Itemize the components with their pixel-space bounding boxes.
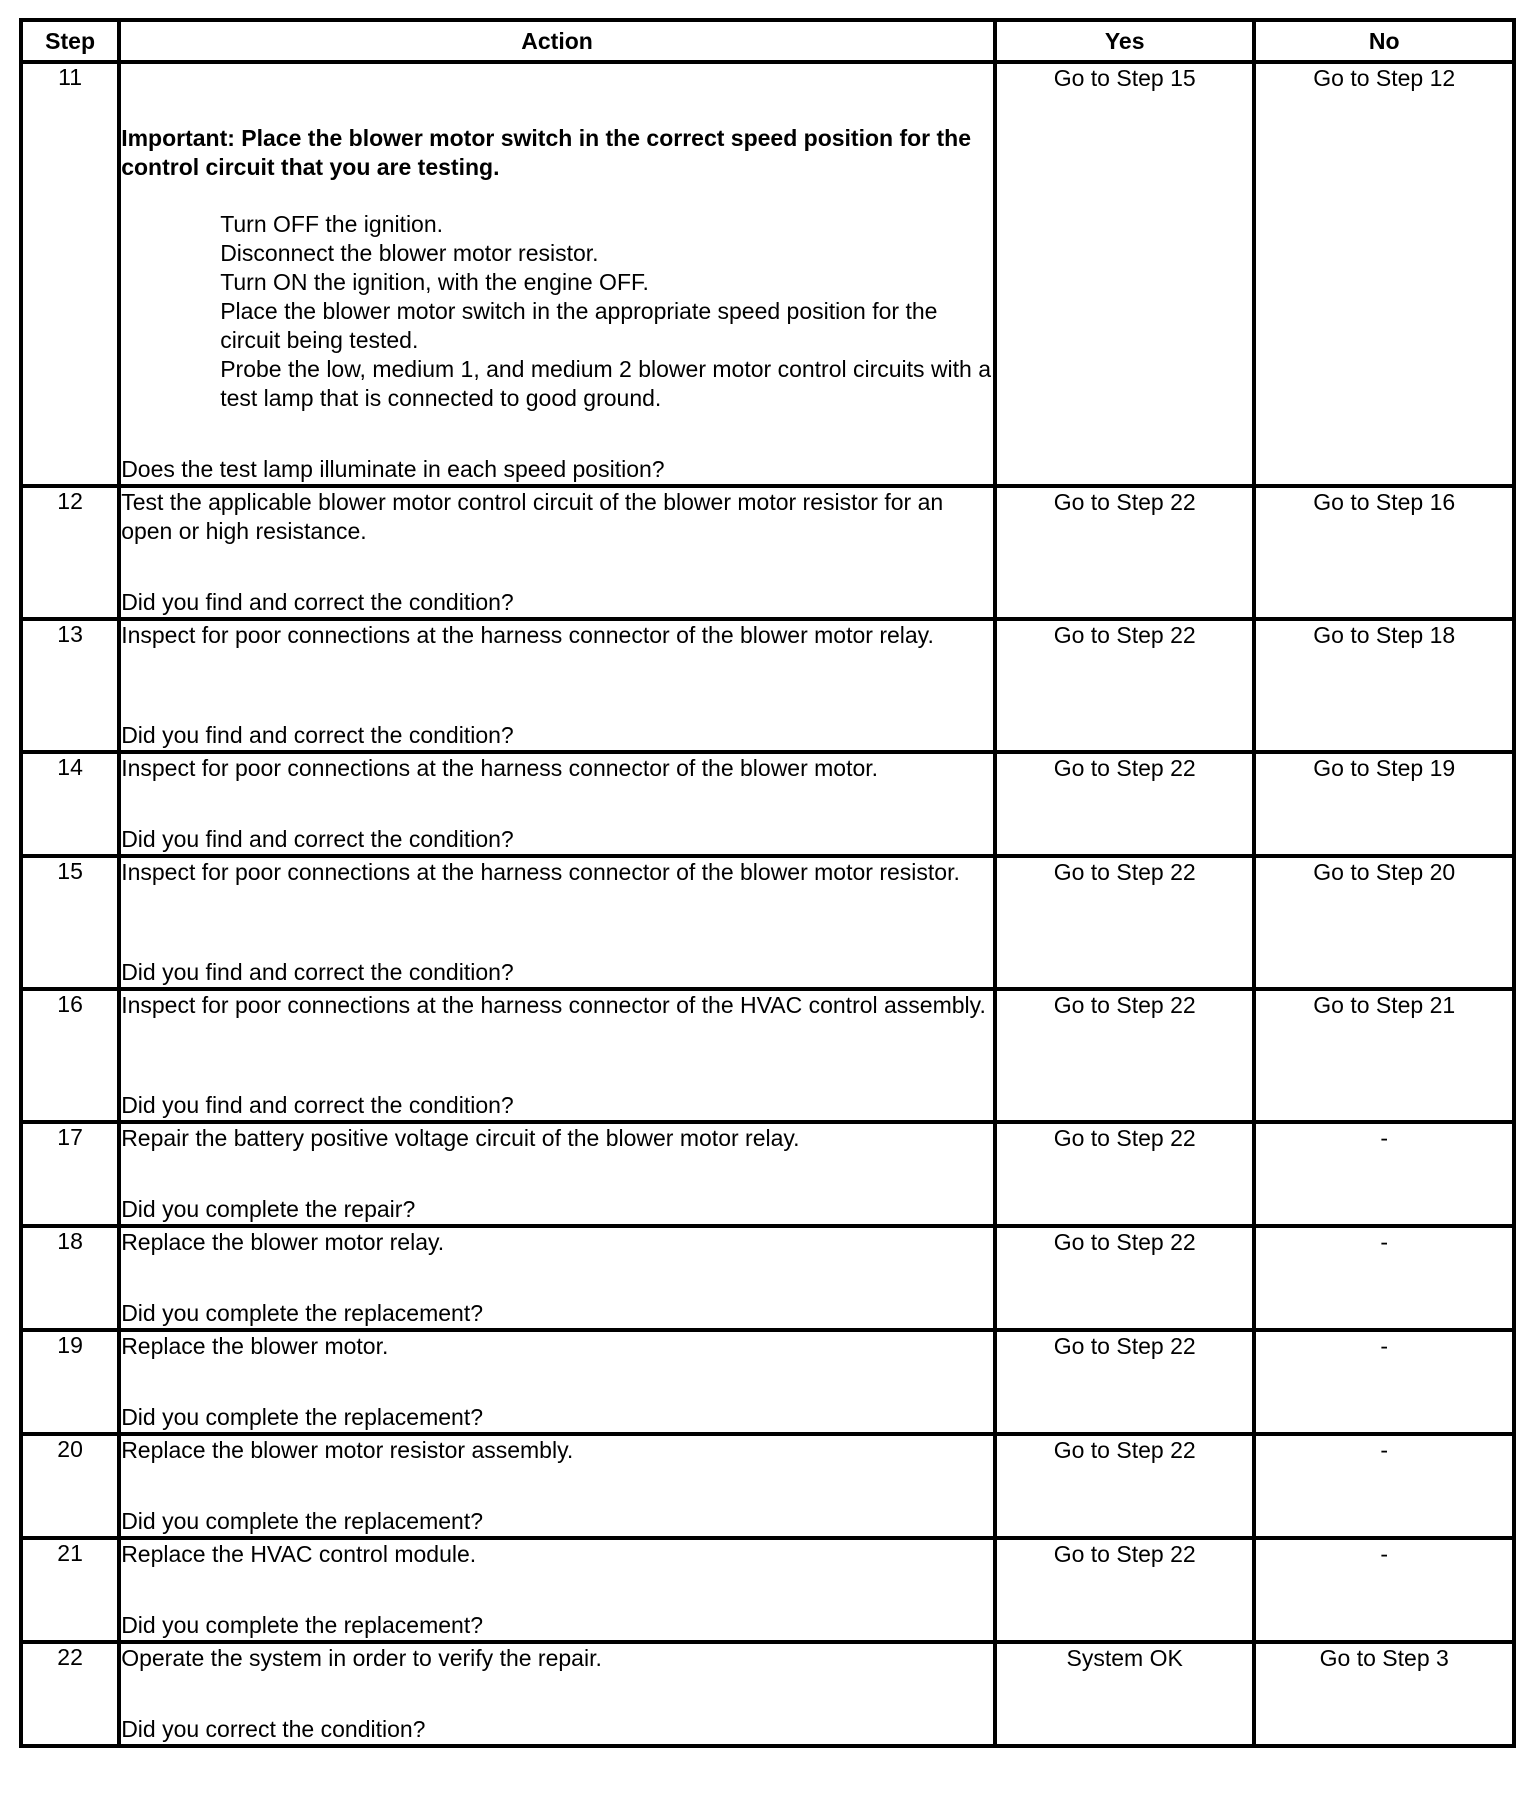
yes-cell	[995, 1434, 1255, 1538]
yes-link[interactable]: Go to Step 22	[1053, 859, 1196, 885]
no-link[interactable]: Go to Step 3	[1319, 1645, 1449, 1671]
yes-cell	[995, 1122, 1255, 1226]
step-number: 12	[21, 486, 119, 619]
table-row-step-17	[21, 1122, 1514, 1226]
step-number: 16	[21, 989, 119, 1122]
yes-cell	[995, 619, 1255, 752]
question-text: Did you find and correct the condition?	[121, 959, 514, 985]
table-row-step-11	[21, 62, 1514, 486]
no-cell	[1254, 856, 1514, 989]
header-yes: Yes	[995, 20, 1255, 62]
step-number: 22	[21, 1642, 119, 1746]
yes-cell	[995, 1538, 1255, 1642]
action-cell	[119, 1642, 995, 1746]
action-cell	[119, 1330, 995, 1434]
question-text: Did you find and correct the condition?	[121, 589, 514, 615]
action-cell	[119, 486, 995, 619]
substep: Turn OFF the ignition.	[220, 211, 444, 237]
table-row-step-22	[21, 1642, 1514, 1746]
no-link[interactable]: Go to Step 16	[1313, 489, 1456, 515]
no-cell	[1254, 989, 1514, 1122]
no-value: -	[1380, 1333, 1389, 1359]
question-text: Did you find and correct the condition?	[121, 722, 514, 748]
action-text: Operate the system in order to verify the repair.	[121, 1645, 602, 1671]
no-value: -	[1380, 1229, 1389, 1255]
no-link[interactable]: Go to Step 19	[1313, 755, 1456, 781]
question-text: Did you find and correct the condition?	[121, 1092, 514, 1118]
yes-link[interactable]: Go to Step 22	[1053, 1437, 1196, 1463]
yes-link[interactable]: Go to Step 15	[1053, 65, 1196, 91]
yes-cell	[995, 989, 1255, 1122]
substep: Probe the low, medium 1, and medium 2 blower motor control circuits with a test lamp that is connected to good ground.	[220, 356, 992, 411]
step-number: 17	[21, 1122, 119, 1226]
question-text: Did you complete the replacement?	[121, 1300, 483, 1326]
action-cell	[119, 856, 995, 989]
yes-link[interactable]: Go to Step 22	[1053, 489, 1196, 515]
yes-cell	[995, 1226, 1255, 1330]
yes-value: System OK	[1066, 1645, 1183, 1671]
action-cell	[119, 1226, 995, 1330]
table-row-step-15	[21, 856, 1514, 989]
important-note: Important: Place the blower motor switch in the correct speed position for the control circuit that you are testing.	[121, 125, 972, 180]
substep: Disconnect the blower motor resistor.	[220, 240, 599, 266]
yes-link[interactable]: Go to Step 22	[1053, 1541, 1196, 1567]
no-cell	[1254, 1538, 1514, 1642]
step-number: 21	[21, 1538, 119, 1642]
action-text: Inspect for poor connections at the harness connector of the blower motor resistor.	[121, 859, 960, 885]
action-cell	[119, 752, 995, 856]
yes-link[interactable]: Go to Step 22	[1053, 992, 1196, 1018]
question-text: Did you complete the replacement?	[121, 1404, 483, 1430]
yes-cell	[995, 1330, 1255, 1434]
action-cell	[119, 1434, 995, 1538]
substep: Place the blower motor switch in the appropriate speed position for the circuit being tested.	[220, 298, 938, 353]
substep-list	[121, 210, 993, 413]
yes-cell	[995, 752, 1255, 856]
yes-link[interactable]: Go to Step 22	[1053, 755, 1196, 781]
step-number: 11	[21, 62, 119, 486]
no-link[interactable]: Go to Step 20	[1313, 859, 1456, 885]
question-text: Did you complete the repair?	[121, 1196, 416, 1222]
question-text: Did you complete the replacement?	[121, 1612, 483, 1638]
diagnostic-table	[19, 18, 1516, 1748]
yes-link[interactable]: Go to Step 22	[1053, 1229, 1196, 1255]
action-text: Inspect for poor connections at the harness connector of the blower motor.	[121, 755, 879, 781]
header-no: No	[1254, 20, 1514, 62]
action-text: Replace the HVAC control module.	[121, 1541, 477, 1567]
no-cell	[1254, 1330, 1514, 1434]
yes-cell	[995, 62, 1255, 486]
step-number: 20	[21, 1434, 119, 1538]
no-link[interactable]: Go to Step 18	[1313, 622, 1456, 648]
no-cell	[1254, 62, 1514, 486]
header-row	[21, 20, 1514, 62]
yes-link[interactable]: Go to Step 22	[1053, 1333, 1196, 1359]
action-cell	[119, 1538, 995, 1642]
question-text: Did you correct the condition?	[121, 1716, 426, 1742]
no-cell	[1254, 1122, 1514, 1226]
substep: Turn ON the ignition, with the engine OFF.	[220, 269, 649, 295]
no-value: -	[1380, 1437, 1389, 1463]
step-number: 15	[21, 856, 119, 989]
action-cell	[119, 1122, 995, 1226]
table-row-step-14	[21, 752, 1514, 856]
no-link[interactable]: Go to Step 21	[1313, 992, 1456, 1018]
table-row-step-12	[21, 486, 1514, 619]
header-step: Step	[21, 20, 119, 62]
table-row-step-16	[21, 989, 1514, 1122]
question-text: Did you find and correct the condition?	[121, 826, 514, 852]
action-text: Replace the blower motor relay.	[121, 1229, 445, 1255]
step-number: 19	[21, 1330, 119, 1434]
no-cell	[1254, 1226, 1514, 1330]
yes-cell	[995, 856, 1255, 989]
action-text: Inspect for poor connections at the harness connector of the HVAC control assembly.	[121, 992, 986, 1018]
no-cell	[1254, 752, 1514, 856]
question-text: Did you complete the replacement?	[121, 1508, 483, 1534]
yes-cell	[995, 1642, 1255, 1746]
table-row-step-19	[21, 1330, 1514, 1434]
action-cell	[119, 989, 995, 1122]
action-text: Replace the blower motor.	[121, 1333, 389, 1359]
yes-link[interactable]: Go to Step 22	[1053, 1125, 1196, 1151]
table-row-step-20	[21, 1434, 1514, 1538]
no-cell	[1254, 486, 1514, 619]
yes-link[interactable]: Go to Step 22	[1053, 622, 1196, 648]
action-text: Replace the blower motor resistor assembly.	[121, 1437, 574, 1463]
table-row-step-18	[21, 1226, 1514, 1330]
step-number: 18	[21, 1226, 119, 1330]
no-cell	[1254, 619, 1514, 752]
no-cell	[1254, 1642, 1514, 1746]
table-row-step-21	[21, 1538, 1514, 1642]
yes-cell	[995, 486, 1255, 619]
action-text: Repair the battery positive voltage circuit of the blower motor relay.	[121, 1125, 800, 1151]
step-number: 13	[21, 619, 119, 752]
step-number: 14	[21, 752, 119, 856]
no-cell	[1254, 1434, 1514, 1538]
no-value: -	[1380, 1125, 1389, 1151]
no-link[interactable]: Go to Step 12	[1313, 65, 1456, 91]
header-action: Action	[119, 20, 995, 62]
action-cell	[119, 62, 995, 486]
question-text: Does the test lamp illuminate in each speed position?	[121, 456, 665, 482]
action-cell	[119, 619, 995, 752]
action-text: Test the applicable blower motor control circuit of the blower motor resistor for an open or high resistance.	[121, 489, 944, 544]
action-text: Inspect for poor connections at the harness connector of the blower motor relay.	[121, 622, 934, 648]
no-value: -	[1380, 1541, 1389, 1567]
table-row-step-13	[21, 619, 1514, 752]
